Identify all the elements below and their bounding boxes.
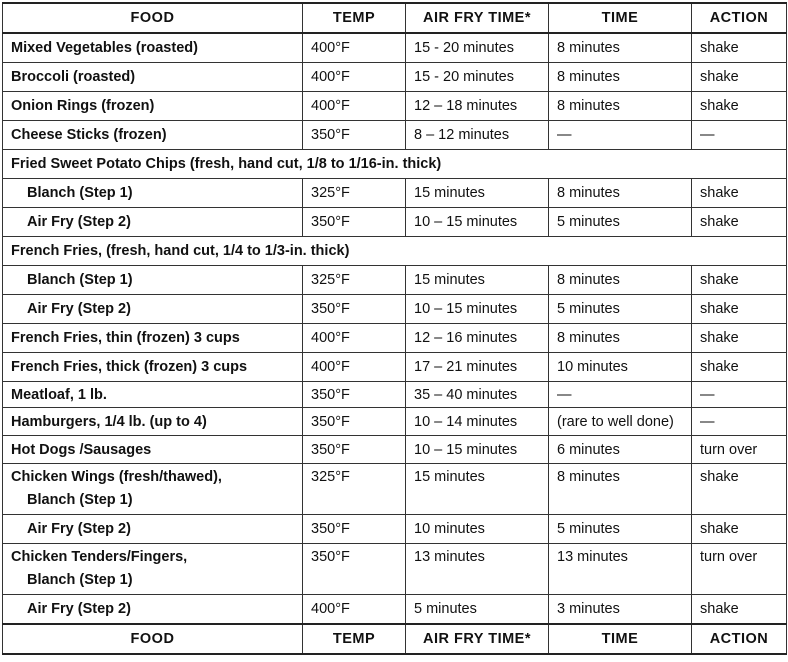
temp-cell: 350°F <box>303 408 406 436</box>
air-fry-time-cell: 15 minutes <box>406 464 549 515</box>
action-cell: shake <box>692 33 787 63</box>
action-cell: shake <box>692 266 787 295</box>
temp-cell: 400°F <box>303 63 406 92</box>
temp-cell: 350°F <box>303 515 406 544</box>
time-cell: 8 minutes <box>549 266 692 295</box>
action-cell: shake <box>692 595 787 625</box>
temp-cell: 350°F <box>303 436 406 464</box>
table-row <box>3 33 787 63</box>
temp-cell: 400°F <box>303 33 406 63</box>
action-cell: shake <box>692 324 787 353</box>
air-fry-time-cell: 15 - 20 minutes <box>406 33 549 63</box>
food-cell <box>3 544 303 595</box>
food-cell: French Fries, thick (frozen) 3 cups <box>3 353 303 382</box>
table-row <box>3 295 787 324</box>
temp-cell: 350°F <box>303 121 406 150</box>
table-row <box>3 121 787 150</box>
time-cell: (rare to well done) <box>549 408 692 436</box>
table-row <box>3 208 787 237</box>
air-fry-time-cell: 17 – 21 minutes <box>406 353 549 382</box>
action-cell: — <box>692 408 787 436</box>
table-row <box>3 324 787 353</box>
food-cell: Cheese Sticks (frozen) <box>3 121 303 150</box>
action-cell: shake <box>692 515 787 544</box>
action-cell: shake <box>692 63 787 92</box>
time-cell: 5 minutes <box>549 208 692 237</box>
food-name: Chicken Wings (fresh/thawed), <box>11 469 222 485</box>
header-time: TIME <box>549 3 692 33</box>
air-fry-time-cell: 10 – 15 minutes <box>406 295 549 324</box>
action-cell: shake <box>692 464 787 515</box>
action-cell: turn over <box>692 436 787 464</box>
air-fry-time-cell: 12 – 16 minutes <box>406 324 549 353</box>
air-fry-time-cell: 10 minutes <box>406 515 549 544</box>
header-food: FOOD <box>3 3 303 33</box>
action-cell: shake <box>692 92 787 121</box>
section-row <box>3 237 787 266</box>
food-step: Blanch (Step 1) <box>27 572 133 588</box>
temp-cell: 325°F <box>303 266 406 295</box>
temp-cell: 400°F <box>303 595 406 625</box>
food-cell: French Fries, thin (frozen) 3 cups <box>3 324 303 353</box>
header-food: FOOD <box>3 624 303 654</box>
action-cell: shake <box>692 353 787 382</box>
header-air-fry-time: AIR FRY TIME* <box>406 3 549 33</box>
table-row <box>3 353 787 382</box>
air-fry-time-cell: 10 – 15 minutes <box>406 208 549 237</box>
time-cell: 5 minutes <box>549 295 692 324</box>
temp-cell: 350°F <box>303 295 406 324</box>
action-cell: shake <box>692 208 787 237</box>
table-row <box>3 515 787 544</box>
food-cell: Hamburgers, 1/4 lb. (up to 4) <box>3 408 303 436</box>
table-row <box>3 382 787 408</box>
food-cell: Air Fry (Step 2) <box>3 295 303 324</box>
air-fry-cooking-table <box>2 2 787 655</box>
food-step: Blanch (Step 1) <box>27 492 133 508</box>
header-air-fry-time: AIR FRY TIME* <box>406 624 549 654</box>
food-cell: Onion Rings (frozen) <box>3 92 303 121</box>
food-cell: Hot Dogs /Sausages <box>3 436 303 464</box>
time-cell: 6 minutes <box>549 436 692 464</box>
table-row <box>3 92 787 121</box>
header-temp: TEMP <box>303 3 406 33</box>
header-temp: TEMP <box>303 624 406 654</box>
time-cell: 10 minutes <box>549 353 692 382</box>
table-row <box>3 408 787 436</box>
air-fry-time-cell: 10 – 15 minutes <box>406 436 549 464</box>
header-action: ACTION <box>692 624 787 654</box>
table-row <box>3 544 787 595</box>
time-cell: 8 minutes <box>549 92 692 121</box>
time-cell: — <box>549 121 692 150</box>
action-cell: — <box>692 382 787 408</box>
air-fry-time-cell: 10 – 14 minutes <box>406 408 549 436</box>
table-row <box>3 464 787 515</box>
temp-cell: 400°F <box>303 92 406 121</box>
cooking-chart <box>2 2 786 655</box>
table-row <box>3 63 787 92</box>
table-row <box>3 266 787 295</box>
table-row <box>3 595 787 625</box>
header-row-top <box>3 3 787 33</box>
air-fry-time-cell: 15 - 20 minutes <box>406 63 549 92</box>
temp-cell: 325°F <box>303 464 406 515</box>
header-row-bottom <box>3 624 787 654</box>
food-cell: Blanch (Step 1) <box>3 266 303 295</box>
header-time: TIME <box>549 624 692 654</box>
time-cell: 13 minutes <box>549 544 692 595</box>
section-heading: Fried Sweet Potato Chips (fresh, hand cut, 1/8 to 1/16-in. thick) <box>3 150 787 179</box>
action-cell: turn over <box>692 544 787 595</box>
section-row <box>3 150 787 179</box>
food-cell <box>3 464 303 515</box>
time-cell: 8 minutes <box>549 324 692 353</box>
time-cell: 5 minutes <box>549 515 692 544</box>
table-row <box>3 436 787 464</box>
section-heading: French Fries, (fresh, hand cut, 1/4 to 1/3-in. thick) <box>3 237 787 266</box>
food-cell: Blanch (Step 1) <box>3 179 303 208</box>
time-cell: 3 minutes <box>549 595 692 625</box>
air-fry-time-cell: 12 – 18 minutes <box>406 92 549 121</box>
header-action: ACTION <box>692 3 787 33</box>
air-fry-time-cell: 5 minutes <box>406 595 549 625</box>
food-cell: Air Fry (Step 2) <box>3 515 303 544</box>
time-cell: 8 minutes <box>549 464 692 515</box>
food-name: Chicken Tenders/Fingers, <box>11 549 188 565</box>
time-cell: 8 minutes <box>549 63 692 92</box>
time-cell: 8 minutes <box>549 179 692 208</box>
temp-cell: 350°F <box>303 382 406 408</box>
air-fry-time-cell: 15 minutes <box>406 266 549 295</box>
table-row <box>3 179 787 208</box>
temp-cell: 400°F <box>303 353 406 382</box>
air-fry-time-cell: 35 – 40 minutes <box>406 382 549 408</box>
time-cell: 8 minutes <box>549 33 692 63</box>
action-cell: shake <box>692 295 787 324</box>
air-fry-time-cell: 13 minutes <box>406 544 549 595</box>
time-cell: — <box>549 382 692 408</box>
food-cell: Broccoli (roasted) <box>3 63 303 92</box>
food-cell: Air Fry (Step 2) <box>3 595 303 625</box>
action-cell: — <box>692 121 787 150</box>
temp-cell: 400°F <box>303 324 406 353</box>
food-cell: Meatloaf, 1 lb. <box>3 382 303 408</box>
temp-cell: 350°F <box>303 208 406 237</box>
temp-cell: 350°F <box>303 544 406 595</box>
action-cell: shake <box>692 179 787 208</box>
air-fry-time-cell: 8 – 12 minutes <box>406 121 549 150</box>
temp-cell: 325°F <box>303 179 406 208</box>
food-cell: Mixed Vegetables (roasted) <box>3 33 303 63</box>
food-cell: Air Fry (Step 2) <box>3 208 303 237</box>
air-fry-time-cell: 15 minutes <box>406 179 549 208</box>
